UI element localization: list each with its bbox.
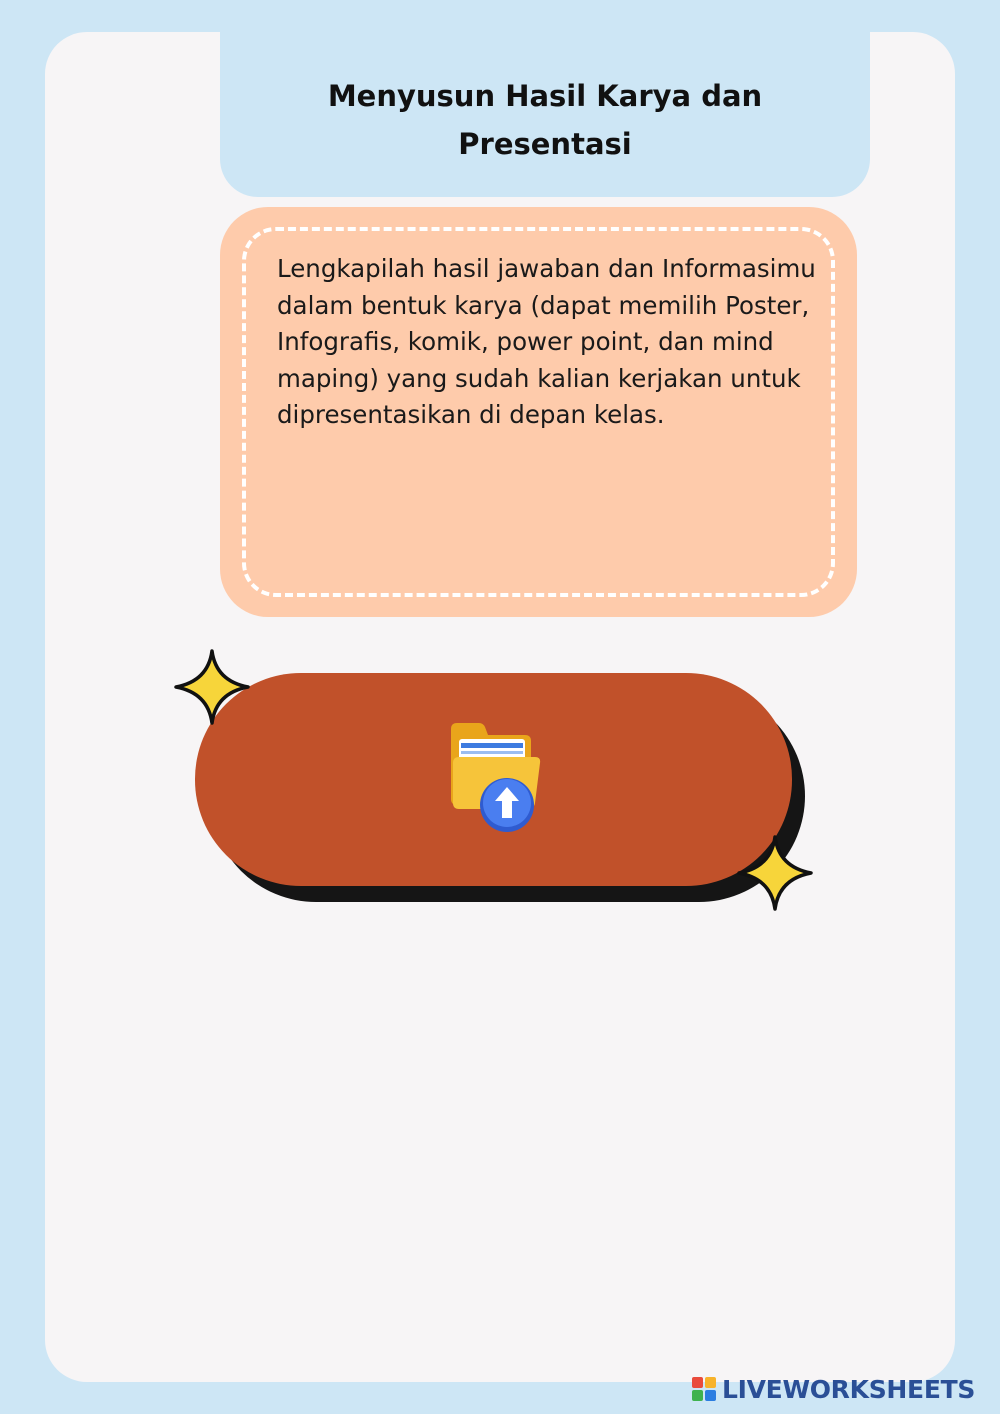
page-title: Menyusun Hasil Karya dan Presentasi	[327, 78, 763, 161]
four-point-star-icon	[735, 833, 815, 913]
liveworksheets-watermark	[692, 1374, 975, 1404]
four-point-star-icon	[172, 647, 252, 727]
instruction-box	[220, 207, 857, 617]
folder-upload-icon	[445, 721, 545, 841]
header-tab	[220, 32, 870, 197]
liveworksheets-logo-icon	[692, 1377, 716, 1401]
watermark-text: LIVEWORKSHEETS	[722, 1374, 976, 1404]
upload-button[interactable]	[195, 673, 792, 886]
instruction-text: Lengkapilah hasil jawaban dan Informasimu dalam bentuk karya (dapat memilih Poster, Infografis, komik, power point, dan mind maping) yang sudah kalian kerjakan untuk dipresentasikan di depan kelas.	[277, 254, 816, 429]
